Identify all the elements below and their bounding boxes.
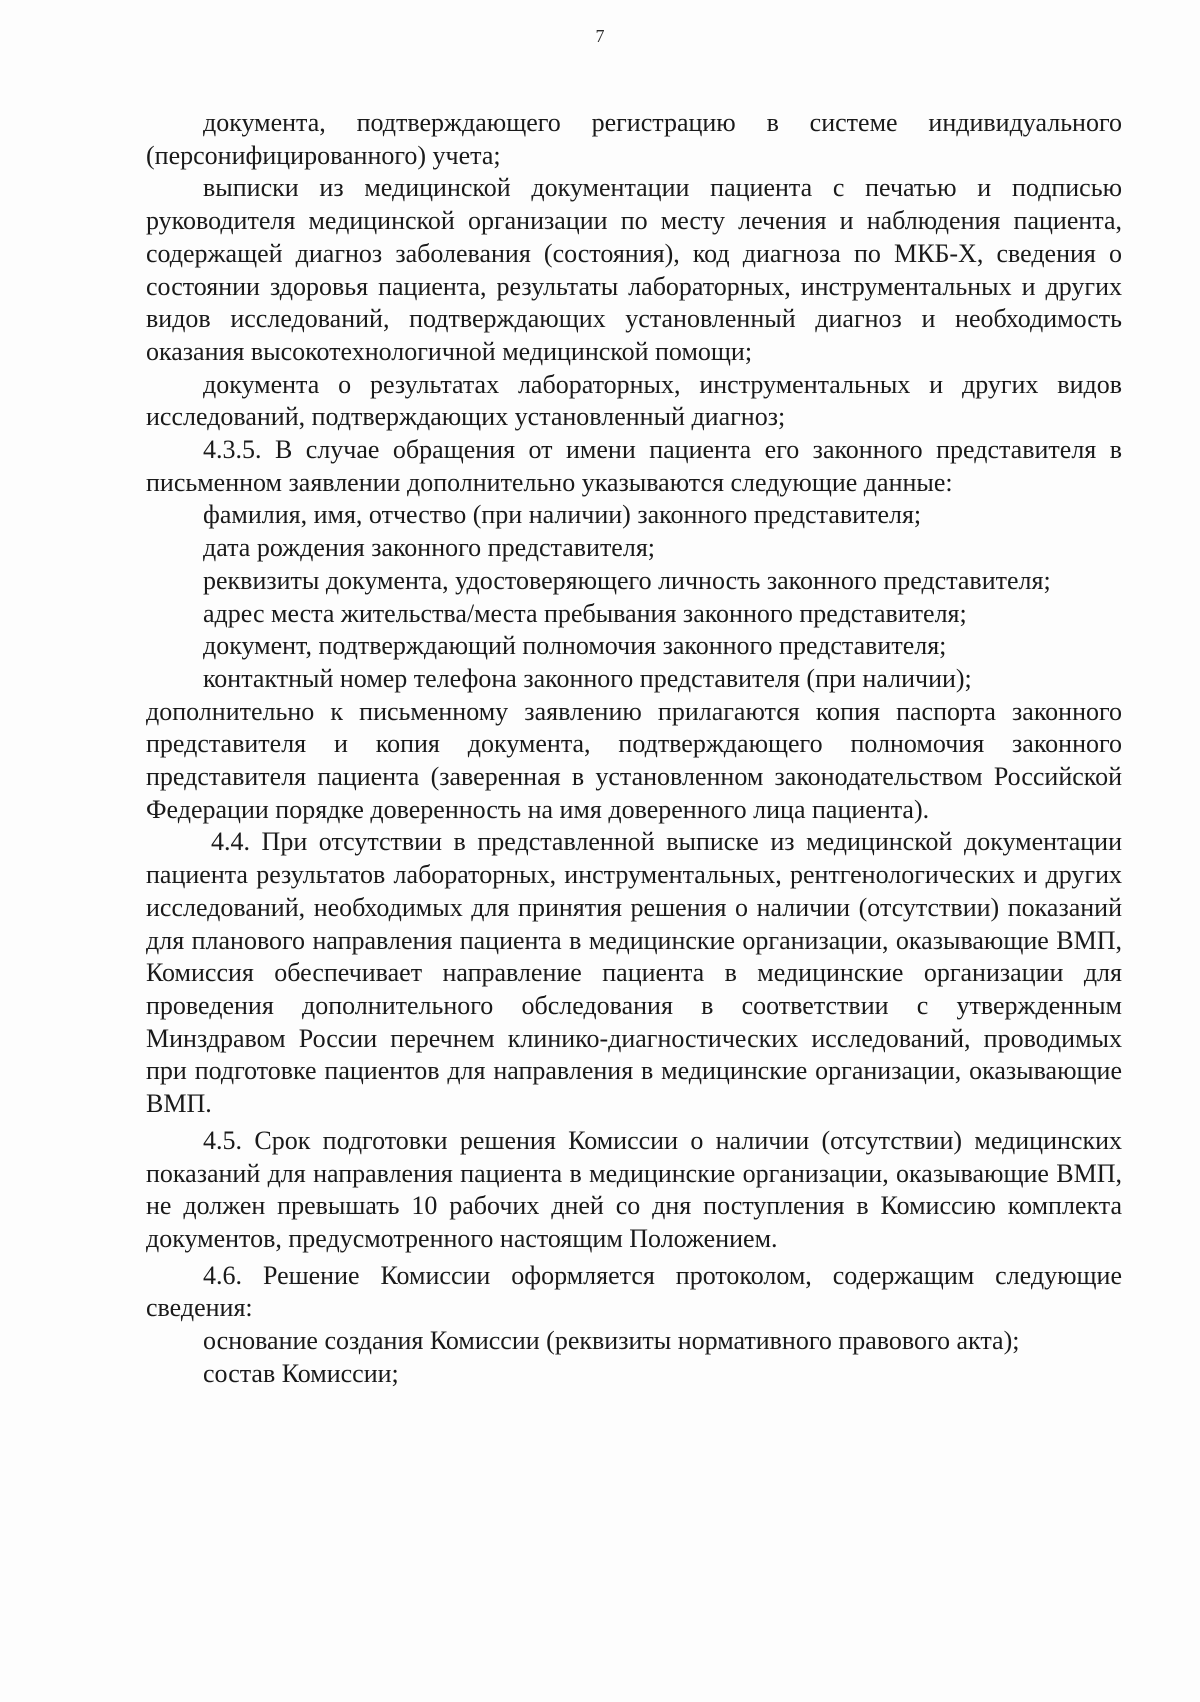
paragraph-4-5: 4.5. Срок подготовки решения Комиссии о наличии (отсутствии) медицинских показаний для направления пациента в медицинские организации, оказывающие ВМП, не должен превышать 10 рабочих дней со дня поступления в Комиссию комплекта документов, предусмотренного настоящим Положением. (146, 1125, 1122, 1253)
paragraph-medical-extract: выписки из медицинской документации пациента с печатью и подписью руководителя медицинской организации по месту лечения и наблюдения пациента, содержащей диагноз заболевания (состояния), код диагноза по МКБ-Х, сведения о состоянии здоровья пациента, результаты лабораторных, инструментальных и других видов исследований, подтверждающих установленный диагноз и необходимость оказания высокотехнологичной медицинской помощи; (146, 173, 1122, 366)
paragraph-lab-results-document: документа о результатах лабораторных, инструментальных и других видов исследований, подтверждающих установленный диагноз; (146, 369, 1122, 432)
paragraph-representative-address: адрес места жительства/места пребывания законного представителя; (203, 598, 967, 628)
paragraph-representative-phone: контактный номер телефона законного представителя (при наличии); (203, 663, 972, 693)
paragraph-4-4: 4.4. При отсутствии в представленной выписке из медицинской документации пациента результатов лабораторных, инструментальных, рентгенологических и других исследований, необходимых для принятия решения о наличии (отсутствии) показаний для планового направления пациента в медицинские организации, оказывающие ВМП, Комиссия обеспечивает направление пациента в медицинские организации для проведения дополнительного обследования в соответствии с утвержденным Минздравом России перечнем клинико-диагностических исследований, проводимых при подготовке пациентов для направления в медицинские организации, оказывающие ВМП. (146, 827, 1122, 1119)
paragraph-representative-authority: документ, подтверждающий полномочия законного представителя; (203, 631, 947, 661)
paragraph-4-3-5: 4.3.5. В случае обращения от имени пациента его законного представителя в письменном заявлении дополнительно указываются следующие данные: (146, 435, 1122, 497)
paragraph-representative-name: фамилия, имя, отчество (при наличии) законного представителя; (203, 500, 922, 530)
paragraph-commission-composition: состав Комиссии; (203, 1358, 399, 1388)
document-body (146, 107, 1122, 1390)
page-number: 7 (595, 26, 605, 46)
paragraph-representative-birthdate: дата рождения законного представителя; (203, 533, 656, 563)
paragraph-4-6: 4.6. Решение Комиссии оформляется протоколом, содержащим следующие сведения: (146, 1260, 1122, 1323)
paragraph-representative-id: реквизиты документа, удостоверяющего личность законного представителя; (203, 565, 1051, 595)
paragraph-attachments: дополнительно к письменному заявлению прилагаются копия паспорта законного представителя и копия документа, подтверждающего полномочия законного представителя пациента (заверенная в установленном законодательством Российской Федерации порядке доверенность на имя доверенного лица пациента). (146, 696, 1122, 824)
paragraph-commission-basis: основание создания Комиссии (реквизиты нормативного правового акта); (203, 1326, 1020, 1356)
paragraph-registration-document: документа, подтверждающего регистрацию в системе индивидуального (персонифицированного) учета; (146, 108, 1122, 170)
